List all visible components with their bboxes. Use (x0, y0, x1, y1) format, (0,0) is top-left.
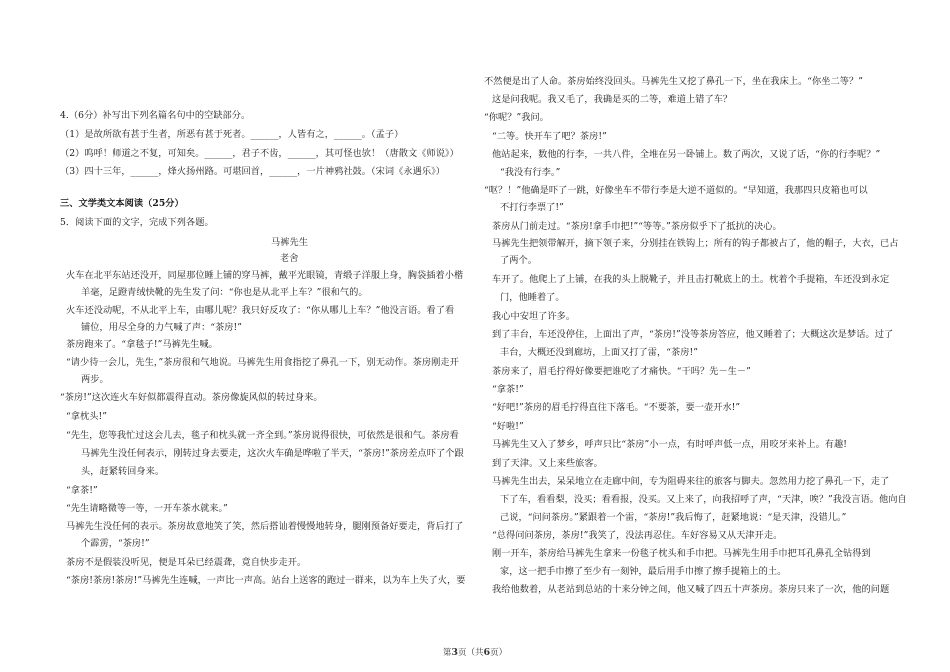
footer-total-pages: 6 (483, 647, 491, 658)
right-text-line: 我给他数着，从老站到总站的十来分钟之间，他又喊了四五十声茶房。茶房只来了一次，他的问题 (492, 584, 890, 595)
left-text-line: 茶房不是假装没听见，便是耳朵已经震聋，竟自快步走开。 (66, 557, 307, 568)
left-text-line: 茶房跑来了。“拿毯子!”马裤先生喊。 (66, 339, 218, 350)
right-text-line: 车开了。他爬上了上铺，在我的头上脱靴子，并且击打靴底上的土。枕着个手提箱，车还没到永定 (492, 274, 890, 285)
footer-page-number: 3 (451, 647, 458, 658)
left-text-line: （3）四十三年，______，烽火扬州路。可堪回首，______，一片神鸦社鼓。（宋词《永遇乐》） (60, 166, 445, 177)
left-text-line: 火车在北平东站还没开，同屋那位睡上铺的穿马裤，戴平光眼镜，青缎子洋服上身，胸袋插着小楷 (66, 270, 464, 281)
footer-middle: 页（共 (457, 648, 484, 658)
left-text-line: 羊毫，足蹬青绒快靴的先生发了问：“你也是从北平上车？”很和气的。 (81, 287, 368, 298)
right-text-line: 他站起来，数他的行李，一共八件，全堆在另一卧铺上。数了两次，又说了话，“你的行李呢？” (492, 149, 881, 160)
left-text-line: 头，赶紧转回身来。 (81, 466, 165, 477)
right-text-line: 到了丰台，车还没停住，上面出了声，“茶房!”没等茶房答应，他又睡着了；大概这次是梦话。过了 (492, 329, 894, 340)
left-text-line: 老舍 (280, 253, 299, 264)
right-text-line: 己说，“问问茶房。”紧跟着一个雷，“茶房!”我后悔了，赶紧地说：“是天津，没错儿。” (500, 512, 847, 523)
left-text-line: “先生，您等我忙过这会儿去，毯子和枕头就一齐全到。”茶房说得很快，可依然是很和气。茶房看 (66, 430, 459, 441)
left-text-line: 5．阅读下面的文字，完成下列各题。 (60, 217, 214, 228)
right-text-line: “二等。快开车了吧？茶房!” (492, 131, 607, 142)
left-text-line: 马裤先生没任何表示，刚转过身去要走，这次火车确是哗啦了半天，“茶房!”茶房差点吓了个跟 (81, 448, 464, 459)
left-text-line: “先生请略微等一等，一开车茶水就来。” (66, 503, 228, 514)
left-text-line: 马裤先生没任何的表示。茶房故意地笑了笑，然后搭讪着慢慢地转身，腿刚预备好要走，背后打了 (66, 521, 464, 532)
right-text-line: “你呢？”我问。 (484, 112, 549, 123)
left-text-line: “茶房!”这次连火车好似都震得直动。茶房像旋风似的转过身来。 (60, 392, 323, 403)
right-text-line: “总得问问茶房，茶房!”我笑了，没法再忍住。车好容易又从天津开走。 (492, 530, 783, 541)
right-text-line: 不打行李票了!” (500, 202, 564, 213)
right-text-line: 丰台，大概还没到廊坊，上面又打了雷，“茶房!” (500, 347, 698, 358)
right-text-line: 不然便是出了人命。茶房始终没回头。马裤先生又挖了鼻孔一下，坐在我床上。“你坐二等？” (484, 76, 863, 87)
right-text-line: 这是问我呢。我又毛了，我确是买的二等，难道上错了车？ (492, 94, 733, 105)
right-text-line: 了两个。 (500, 255, 537, 266)
right-text-line: 马裤先生又入了梦乡，呼声只比“茶房”小一点，有时呼声低一点，用咬牙来补上。有趣! (492, 439, 848, 450)
right-text-line: 刚一开车，茶房给马裤先生拿来一份毯子枕头和手巾把。马裤先生用手巾把耳孔鼻孔全钻得到 (492, 548, 871, 559)
footer-suffix: 页） (490, 648, 508, 658)
left-text-line: 三、文学类文本阅读（25分） (60, 198, 184, 209)
left-text-line: 铺位，用尽全身的力气喊了声：“茶房!” (81, 322, 243, 333)
right-text-line: 门，他睡着了。 (500, 292, 565, 303)
page-footer (0, 646, 950, 658)
left-text-line: 马裤先生 (271, 237, 308, 248)
right-text-line: “呕？！”他确是吓了一跳，好像坐车不带行李是大逆不道似的。“早知道，我那四只皮箱也可以 (484, 185, 868, 196)
right-text-line: 茶房从门前走过。“茶房!拿手巾把!”“等等。”茶房似乎下了抵抗的决心。 (492, 221, 782, 232)
right-text-line: 茶房来了，眉毛拧得好像要把谁吃了才痛快。“干吗？先－生－” (492, 366, 751, 377)
left-text-line: 两步。 (81, 374, 109, 385)
right-text-line: “拿茶!” (492, 384, 524, 395)
left-text-line: （1）是故所欲有甚于生者，所恶有甚于死者。______，人皆有之，______。（孟子） (60, 129, 404, 140)
right-text-line: 我心中安坦了许多。 (492, 311, 576, 322)
left-text-line: “拿茶!” (66, 485, 98, 496)
footer-prefix: 第 (442, 648, 452, 658)
right-text-line: 马裤先生出去，呆呆地立在走廊中间，专为阻碍来往的旅客与脚夫。忽然用力挖了鼻孔一下，走了 (492, 476, 890, 487)
left-text-line: “请少待一会儿，先生，”茶房很和气地说。马裤先生用食指挖了鼻孔一下，别无动作。茶房刚走开 (66, 357, 459, 368)
right-text-line: “好吧!”茶房的眉毛拧得直往下落毛。“不要茶，要一壶开水!” (492, 402, 741, 413)
right-text-line: 下了车，看看梨，没买；看看报，没买。又上来了，向我招呼了声，“天津，唉？”我没言语。他向自 (500, 494, 907, 505)
right-text-line: “我没有行李。” (500, 167, 561, 178)
right-text-line: 到了天津。又上来些旅客。 (492, 458, 603, 469)
left-text-line: “茶房!茶房!茶房!”马裤先生连喊，一声比一声高。站台上送客的跑过一群来，以为车上失了火，要 (66, 575, 466, 586)
left-text-line: 4.（6分）补写出下列名篇名句中的空缺部分。 (60, 110, 251, 121)
left-text-line: “拿枕头!” (66, 411, 107, 422)
left-text-line: 火车还没动呢，不从北平上车，由哪儿呢？我只好反攻了：“你从哪儿上车？”他没言语。看了看 (66, 305, 455, 316)
right-text-line: 马裤先生把领带解开，摘下领子来，分别挂在铁钩上；所有的钩子都被占了，他的帽子，大衣，已占 (492, 238, 899, 249)
right-text-line: “好啦!” (492, 421, 524, 432)
right-text-line: 家，这一把手巾擦了至少有一刻钟，最后用手巾擦了擦手提箱上的土。 (500, 566, 787, 577)
left-text-line: （2）呜呼！师道之不复，可知矣。______，君子不齿，______，其可怪也欤！（唐散文《师说》） (60, 148, 459, 159)
left-text-line: 个霹雳，“茶房!” (81, 538, 150, 549)
